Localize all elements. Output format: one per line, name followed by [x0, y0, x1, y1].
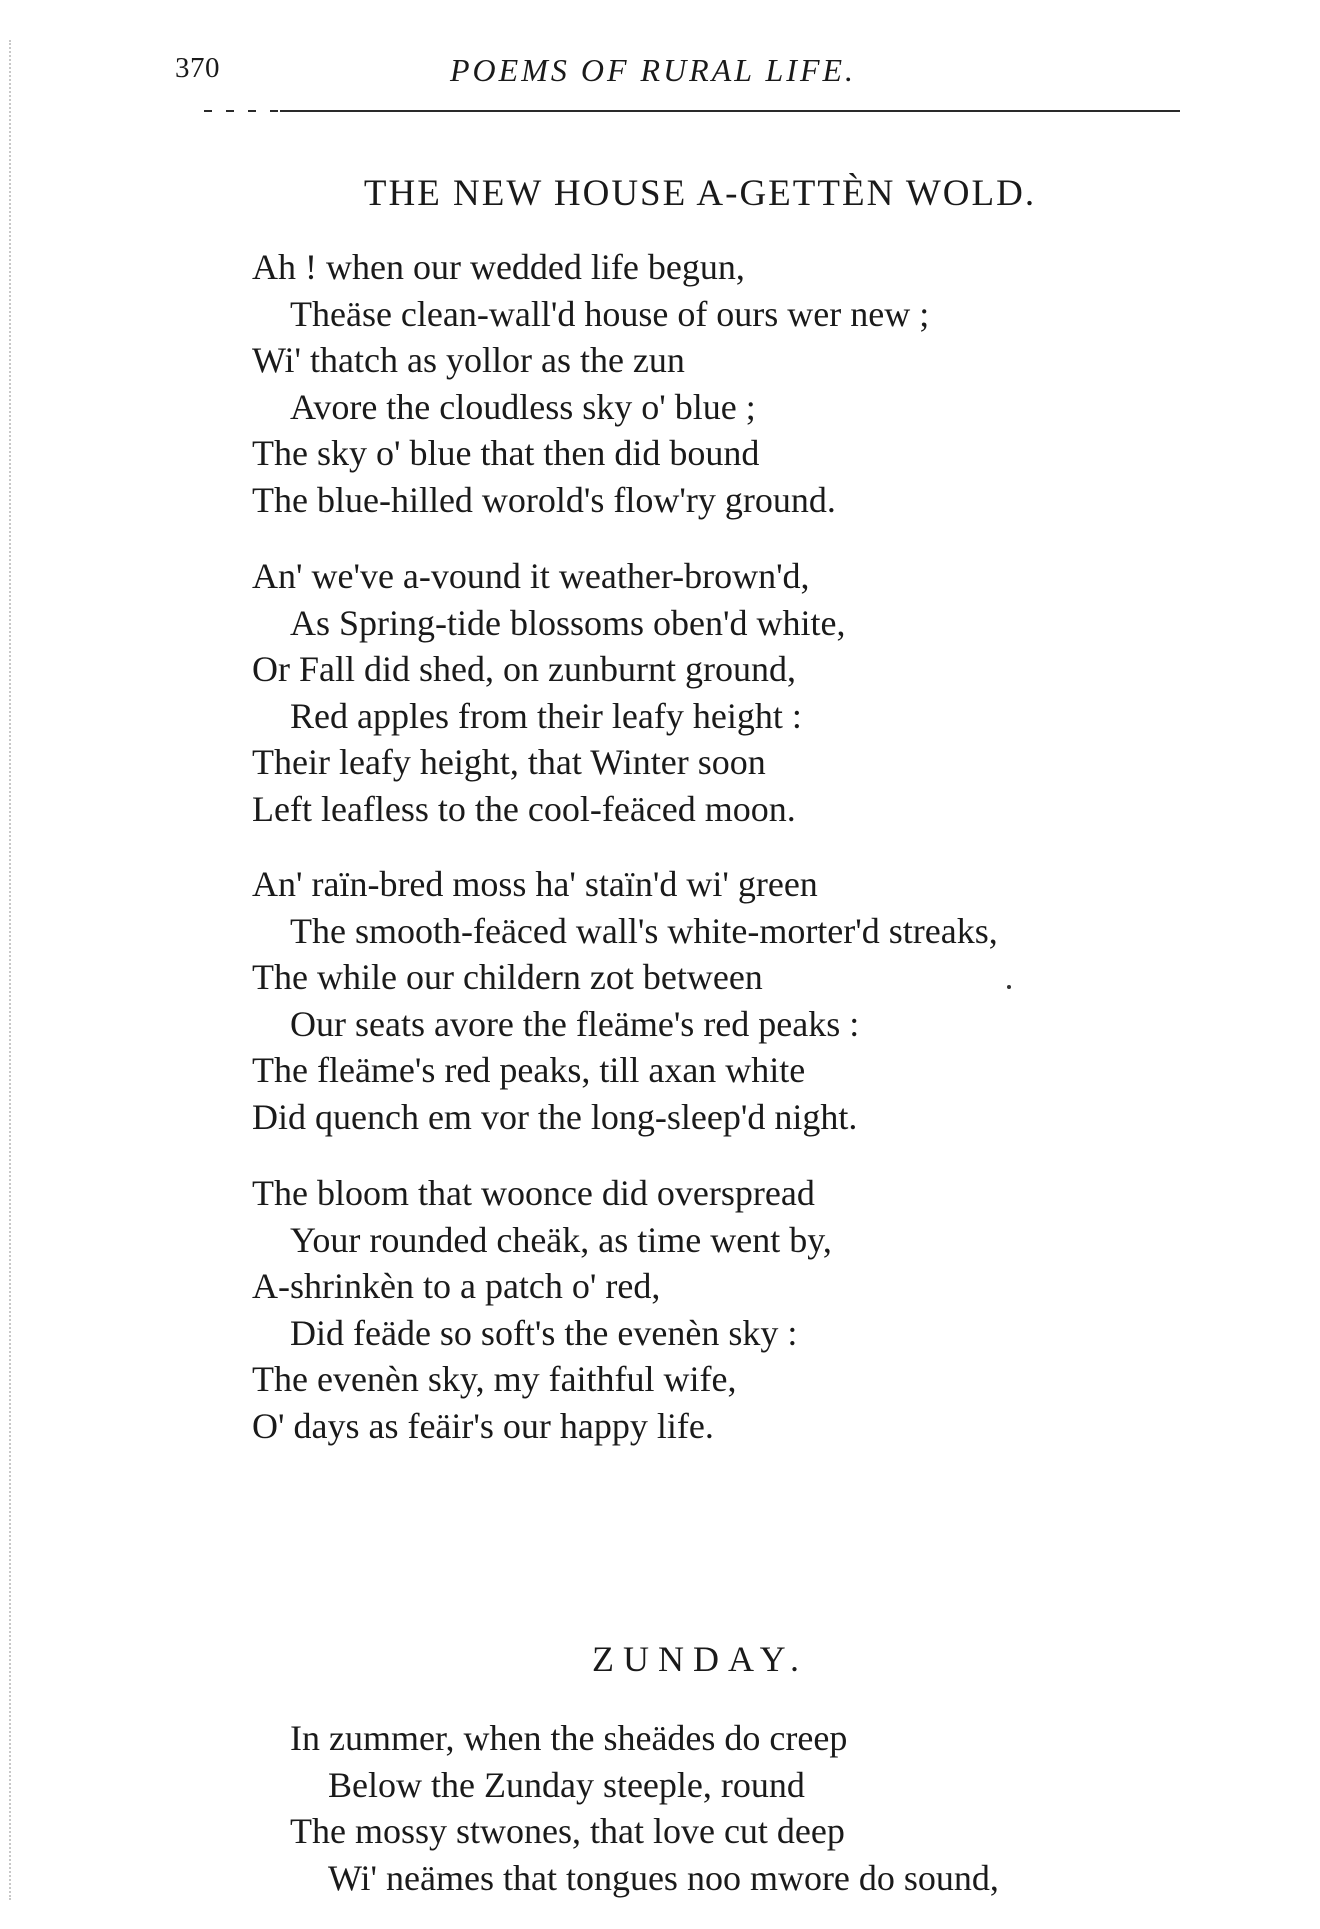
poem-line: Our seats avore the fleäme's red peaks : — [290, 1003, 860, 1044]
poem-line: An' we've a-vound it weather-brown'd, — [252, 556, 810, 596]
stanza — [252, 861, 998, 1140]
poem-line: Theäse clean-wall'd house of ours wer new ; — [290, 293, 930, 334]
poem-line: The evenèn sky, my faithful wife, — [252, 1359, 737, 1399]
poem-line: In zummer, when the sheädes do creep — [290, 1718, 848, 1758]
header-rule-broken-start — [190, 108, 280, 114]
poem-line: The sky o' blue that then did bound — [252, 433, 760, 473]
poem-line: The mossy stwones, that love cut deep — [290, 1811, 845, 1851]
poem-title: THE NEW HOUSE A-GETTÈN WOLD. — [363, 173, 1037, 214]
stanza — [252, 244, 929, 523]
poem-line: The blue-hilled worold's flow'ry ground. — [252, 479, 836, 520]
poem-line: Red apples from their leafy height : — [290, 695, 802, 736]
poem-line: The smooth-feäced wall's white-morter'd streaks, — [290, 910, 998, 951]
ink-speck — [1007, 985, 1011, 989]
poem-title: ZUNDAY. — [591, 1639, 809, 1679]
page-number: 370 — [175, 52, 220, 84]
poem-line: O' days as feäir's our happy life. — [252, 1405, 714, 1446]
poem-line: Avore the cloudless sky o' blue ; — [290, 386, 756, 427]
poem-line: Did feäde so soft's the evenèn sky : — [290, 1312, 798, 1353]
page-edge-dots — [9, 40, 11, 1900]
stanza — [252, 1170, 832, 1449]
stanza — [290, 1715, 999, 1901]
poem-line: Wi' neämes that tongues noo mwore do sound, — [328, 1857, 999, 1898]
poem-line: A-shrinkèn to a patch o' red, — [252, 1266, 661, 1306]
poem-line: Or Fall did shed, on zunburnt ground, — [252, 649, 796, 689]
poem-line: The bloom that woonce did overspread — [252, 1173, 815, 1213]
poem-line: Wi' thatch as yollor as the zun — [252, 340, 685, 380]
poem-line: The fleäme's red peaks, till axan white — [252, 1050, 806, 1090]
poem-line: Their leafy height, that Winter soon — [252, 742, 766, 782]
stanza — [252, 553, 845, 832]
poem-line: Did quench em vor the long-sleep'd night. — [252, 1096, 858, 1137]
poem-line: An' raïn-bred moss ha' staïn'd wi' green — [252, 864, 818, 904]
poem-line: As Spring-tide blossoms oben'd white, — [290, 602, 846, 643]
poem-line: Below the Zunday steeple, round — [328, 1764, 805, 1805]
page-header — [175, 52, 1175, 102]
poem-line: Ah ! when our wedded life begun, — [252, 247, 745, 287]
poem-line: Left leafless to the cool-feäced moon. — [252, 788, 796, 829]
poem-line: The while our childern zot between — [252, 957, 763, 997]
header-rule — [190, 110, 1180, 112]
running-title: POEMS OF RURAL LIFE. — [450, 52, 857, 88]
poem-line: Your rounded cheäk, as time went by, — [290, 1219, 832, 1260]
